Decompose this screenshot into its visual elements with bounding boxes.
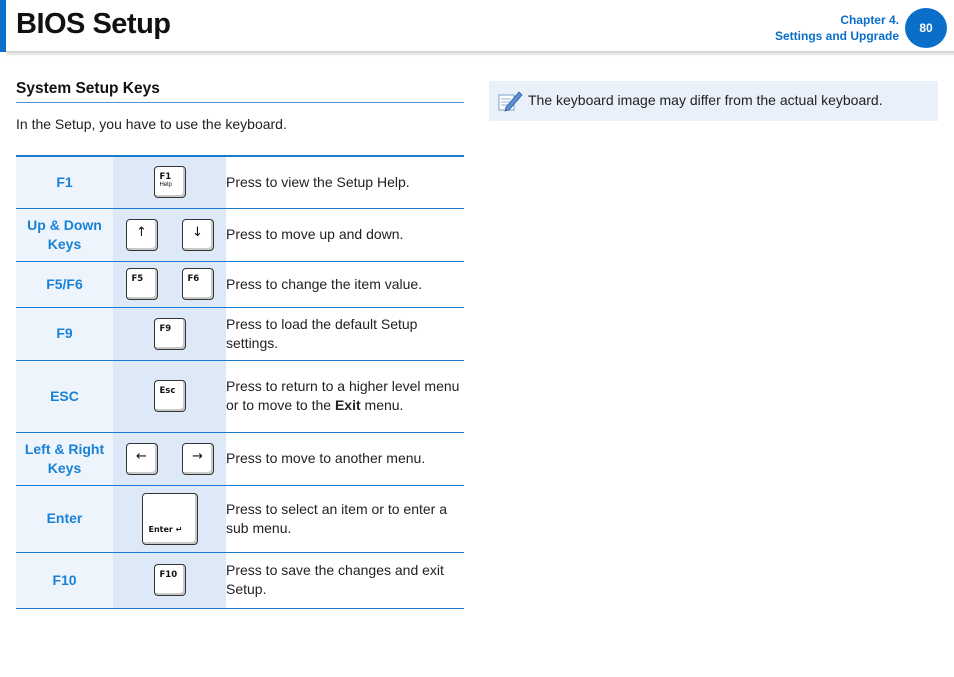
key-description: Press to move to another menu. [226,432,464,485]
table-row [16,485,464,552]
key-name: F9 [16,307,113,360]
key-description: Press to select an item or to enter a sub menu. [226,485,464,552]
key-image-cell [113,156,226,208]
key-image-cell [113,552,226,608]
f10-key-icon: F10 [154,564,186,596]
section-title: System Setup Keys [16,80,160,97]
chapter-label [775,12,899,44]
chapter-title: Settings and Upgrade [774,29,899,43]
key-description: Press to return to a higher level menu or to move to the Exit menu. [226,360,464,432]
key-description: Press to view the Setup Help. [226,156,464,208]
key-description: Press to change the item value. [226,261,464,307]
key-name: F5/F6 [16,261,113,307]
key-image-cell [113,360,226,432]
intro-text: In the Setup, you have to use the keyboard. [16,116,287,132]
enter-key-icon: Enter ↵ [142,493,198,545]
key-description: Press to move up and down. [226,208,464,261]
key-image-cell [113,208,226,261]
key-description: Press to save the changes and exit Setup. [226,552,464,608]
table-row [16,552,464,608]
header-accent-bar [0,0,6,52]
f1-key-icon: F1 Help [154,166,186,198]
key-image-cell [113,485,226,552]
exit-menu-term: Exit [334,397,361,413]
setup-keys-table [16,155,464,609]
key-image-cell [113,432,226,485]
key-image-cell [113,307,226,360]
key-image-cell [113,261,226,307]
note-pencil-icon [497,89,523,113]
arrow-up-key-icon: ↑ [126,219,158,251]
key-name: ESC [16,360,113,432]
arrow-left-key-icon: ← [126,443,158,475]
arrow-down-key-icon: ↓ [182,219,214,251]
header-divider [6,51,954,57]
f5-key-icon: F5 [126,268,158,300]
key-name: Left & Right Keys [16,432,113,485]
f6-key-icon: F6 [182,268,214,300]
key-name: F1 [16,156,113,208]
page-title: BIOS Setup [16,8,171,40]
table-row [16,208,464,261]
key-name: Up & Down Keys [16,208,113,261]
key-description: Press to load the default Setup settings. [226,307,464,360]
table-row [16,307,464,360]
esc-key-icon: Esc [154,380,186,412]
chapter-number: Chapter 4. [840,13,899,27]
key-name: Enter [16,485,113,552]
table-row [16,261,464,307]
key-name: F10 [16,552,113,608]
f9-key-icon: F9 [154,318,186,350]
arrow-right-key-icon: → [182,443,214,475]
note-box [489,81,938,121]
table-row [16,360,464,432]
note-text: The keyboard image may differ from the actual keyboard. [528,92,883,108]
section-divider [16,102,464,103]
table-row [16,432,464,485]
table-row [16,156,464,208]
page-number-badge: 80 [905,8,947,48]
